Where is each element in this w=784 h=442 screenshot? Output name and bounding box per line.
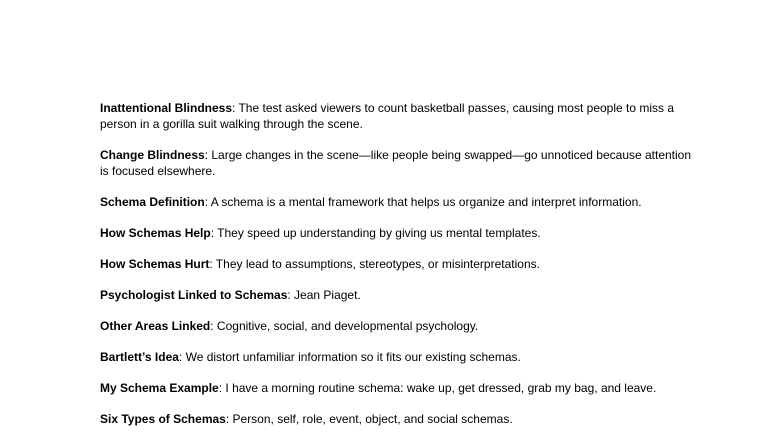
- entry-bartletts-idea: [100, 349, 700, 365]
- entry-text: : They lead to assumptions, stereotypes, or misinterpretations.: [209, 257, 540, 271]
- entry-text: : A schema is a mental framework that helps us organize and interpret information.: [204, 195, 642, 209]
- entry-term: How Schemas Hurt: [100, 257, 210, 271]
- entry-other-areas: [100, 318, 700, 334]
- entry-schema-definition: [100, 194, 700, 210]
- entry-text: : We distort unfamiliar information so it fits our existing schemas.: [178, 350, 521, 364]
- entry-text: : Person, self, role, event, object, and social schemas.: [225, 412, 513, 426]
- entry-term: Six Types of Schemas: [100, 412, 226, 426]
- entry-inattentional-blindness: [100, 100, 700, 132]
- entry-term: Psychologist Linked to Schemas: [100, 288, 288, 302]
- entry-text: : They speed up understanding by giving us mental templates.: [210, 226, 541, 240]
- entry-how-schemas-hurt: [100, 256, 700, 272]
- entry-term: Change Blindness: [100, 148, 205, 162]
- entry-text: : Cognitive, social, and developmental psychology.: [210, 319, 479, 333]
- entry-text: : The test asked viewers to count basketball passes, causing most people to miss a person in a gorilla suit walking through the scene.: [100, 101, 675, 131]
- document-page: [100, 100, 700, 442]
- entry-term: How Schemas Help: [100, 226, 211, 240]
- entry-text: : I have a morning routine schema: wake up, get dressed, grab my bag, and leave.: [218, 381, 657, 395]
- entry-text: : Large changes in the scene—like people being swapped—go unnoticed because attention is focused elsewhere.: [100, 148, 692, 178]
- entry-term: Other Areas Linked: [100, 319, 211, 333]
- entry-psychologist: [100, 287, 700, 303]
- entry-term: Schema Definition: [100, 195, 205, 209]
- entry-how-schemas-help: [100, 225, 700, 241]
- entry-term: Inattentional Blindness: [100, 101, 233, 115]
- entry-change-blindness: [100, 147, 700, 179]
- entry-term: Bartlett’s Idea: [100, 350, 179, 364]
- entry-text: : Jean Piaget.: [287, 288, 361, 302]
- entry-my-schema-example: [100, 380, 700, 396]
- entry-term: My Schema Example: [100, 381, 219, 395]
- entry-six-types: [100, 411, 700, 427]
